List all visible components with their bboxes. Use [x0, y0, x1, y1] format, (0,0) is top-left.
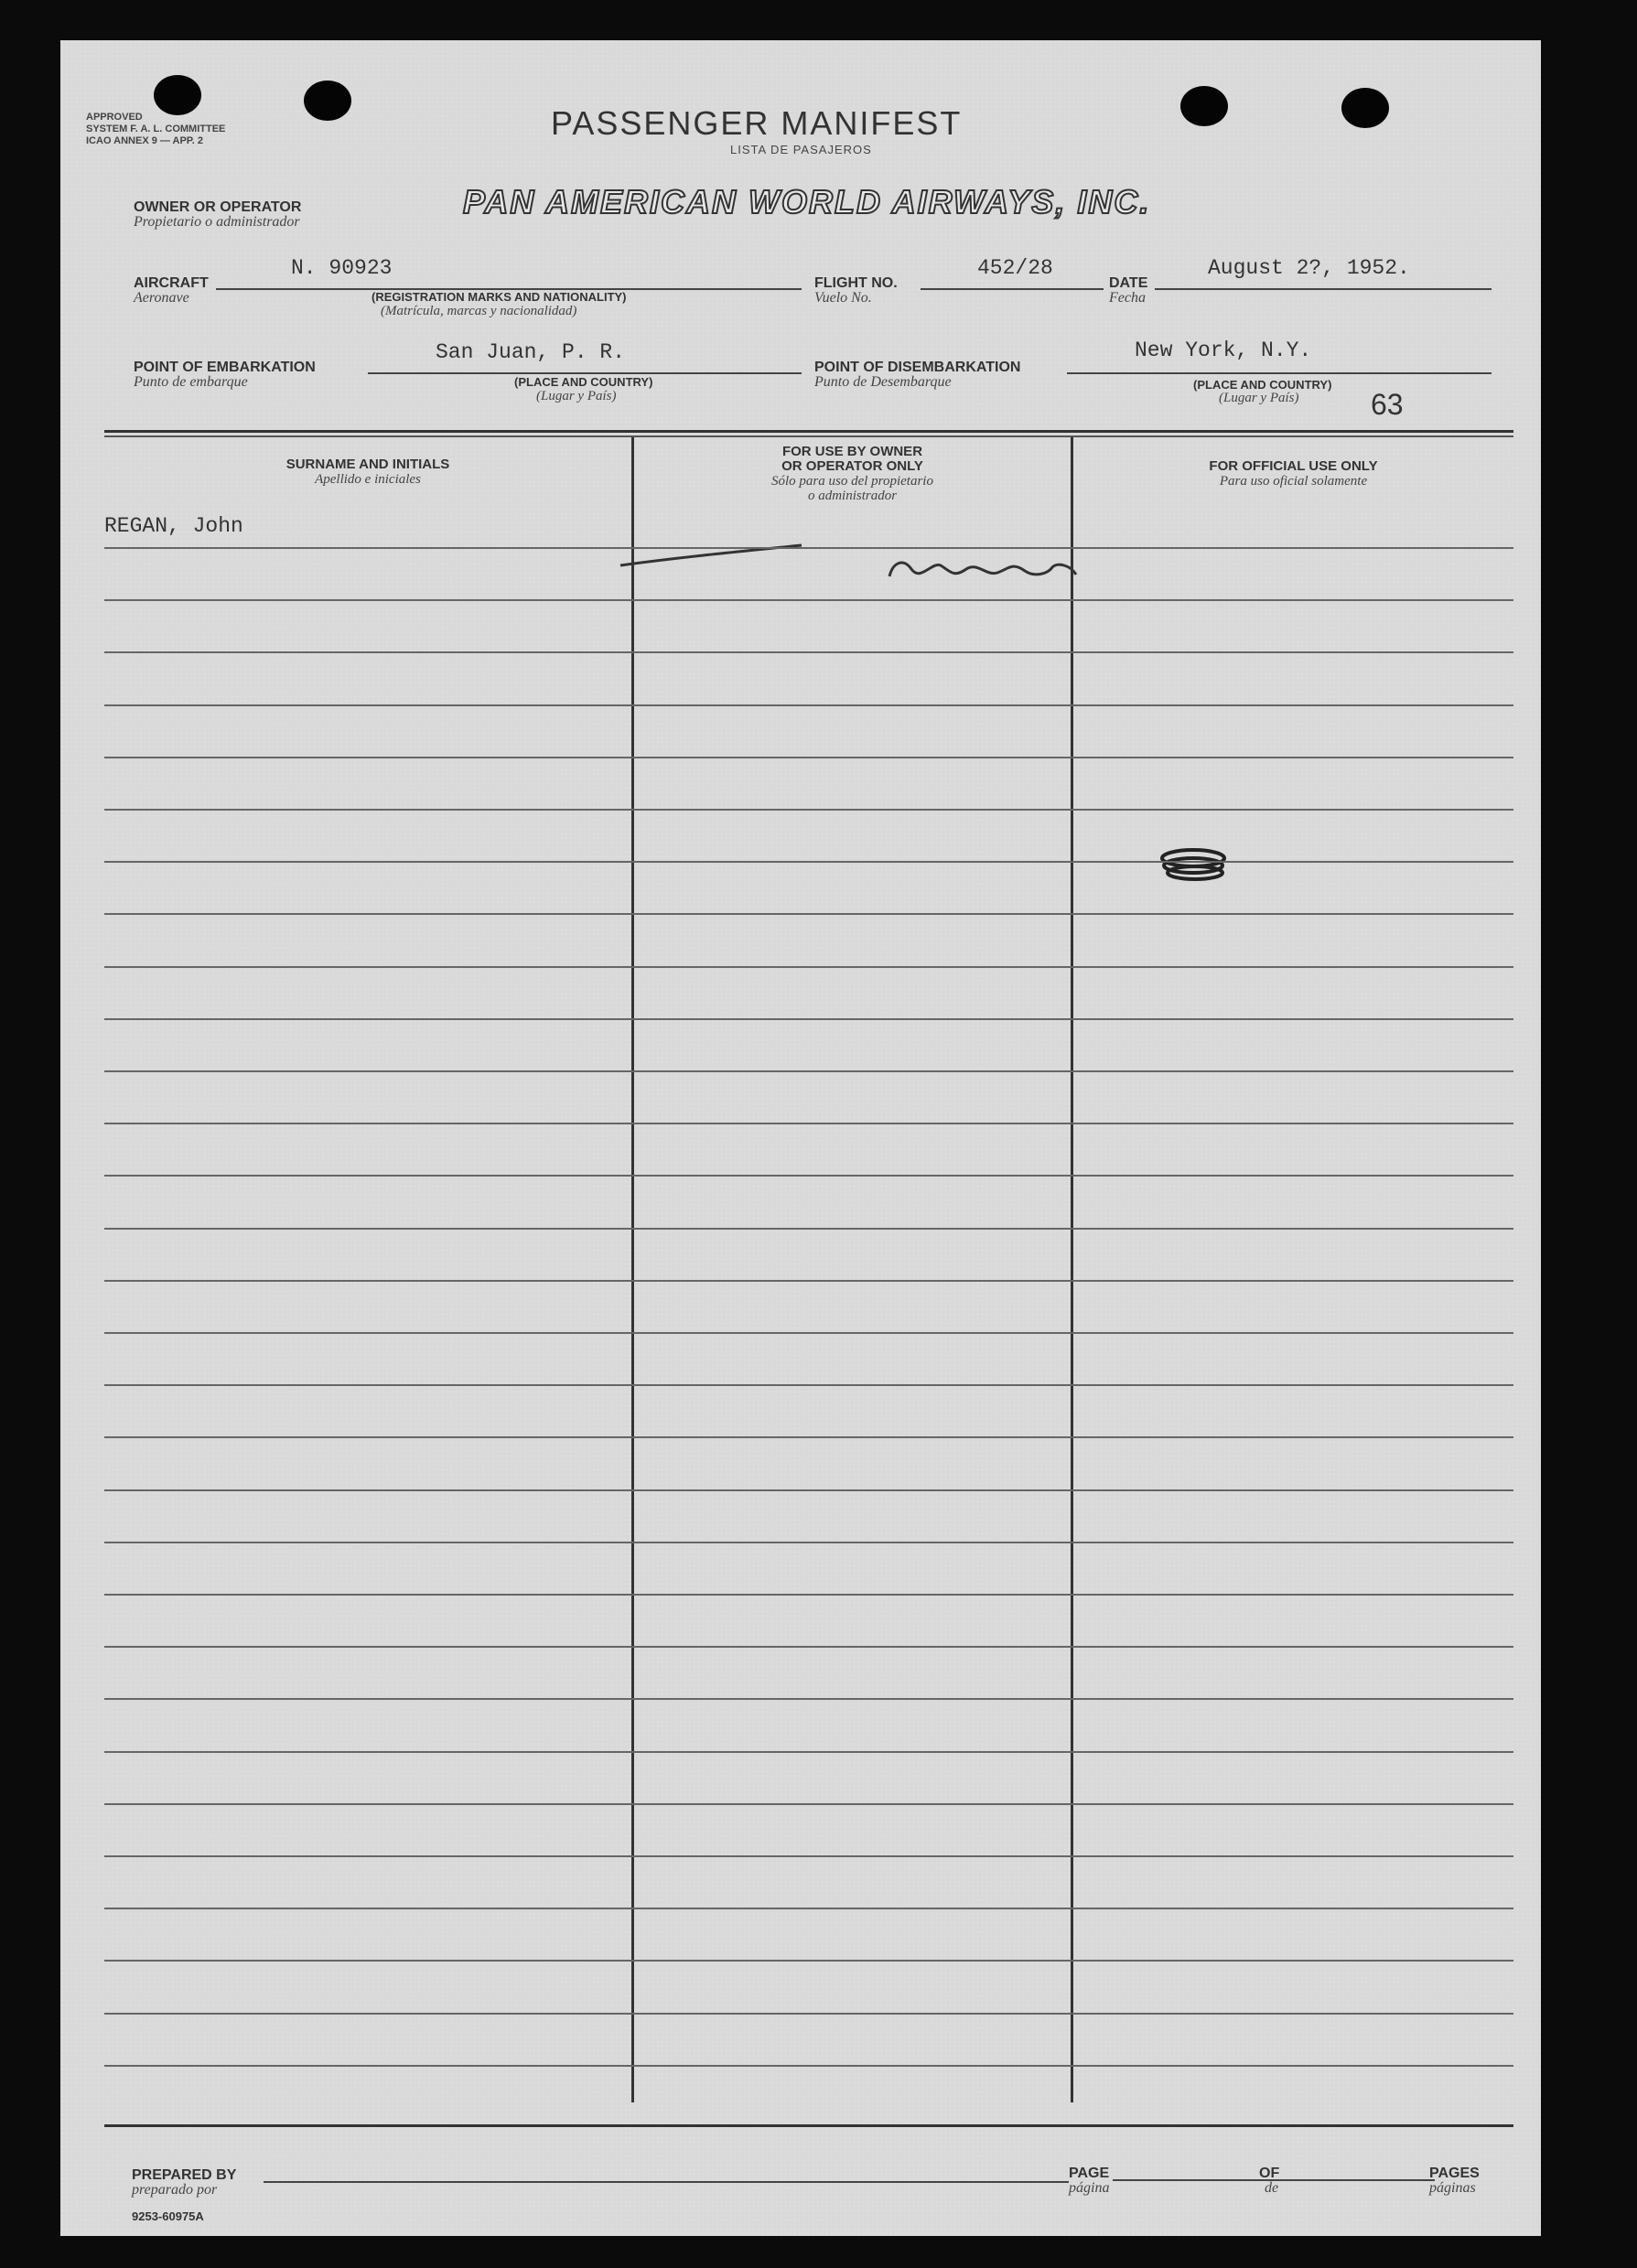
date-value: August 2?, 1952.: [1208, 256, 1410, 280]
col-owner-title-es: o administrador: [807, 489, 898, 503]
row-rule: [104, 1646, 1513, 1648]
embarkation-underline: [368, 372, 802, 374]
row-rule: [104, 547, 1513, 549]
row-rule: [104, 1175, 1513, 1177]
page-label-es: página: [1069, 2180, 1110, 2196]
approval-line: SYSTEM F. A. L. COMMITTEE: [86, 124, 226, 134]
row-rule: [104, 757, 1513, 758]
page-label: PAGE: [1069, 2166, 1110, 2181]
disembarkation-value: New York, N.Y.: [1135, 339, 1312, 362]
embarkation-note: (PLACE AND COUNTRY): [514, 375, 653, 389]
col-owner-title: OR OPERATOR ONLY: [781, 458, 923, 474]
col-surname-title-es: Apellido e iniciales: [315, 472, 421, 487]
col-official-title-es: Para uso oficial solamente: [1219, 474, 1368, 489]
row-rule: [104, 1384, 1513, 1386]
handwritten-scribble: [1157, 842, 1230, 887]
row-rule: [104, 1332, 1513, 1334]
table-top-rule: [104, 430, 1513, 433]
row-rule: [104, 704, 1513, 706]
manifest-sheet: [60, 40, 1541, 2236]
col-official-title: FOR OFFICIAL USE ONLY: [1209, 458, 1378, 474]
form-number: 9253-60975A: [132, 2209, 204, 2223]
row-rule: [104, 2065, 1513, 2067]
flight-underline: [921, 288, 1104, 290]
row-rule: [104, 1803, 1513, 1805]
row-rule: [104, 1594, 1513, 1596]
punch-hole: [1180, 86, 1228, 126]
approval-line: ICAO ANNEX 9 — APP. 2: [86, 135, 203, 146]
row-rule: [104, 1960, 1513, 1962]
disembarkation-label-es: Punto de Desembarque: [814, 374, 952, 390]
row-rule: [104, 1855, 1513, 1857]
row-rule: [104, 651, 1513, 653]
flight-label-es: Vuelo No.: [814, 290, 872, 306]
punch-hole: [304, 81, 351, 121]
date-label-es: Fecha: [1109, 290, 1146, 306]
flight-label: FLIGHT NO.: [814, 275, 898, 291]
row-rule: [104, 1542, 1513, 1543]
row-rule: [104, 1123, 1513, 1124]
row-rule: [104, 1070, 1513, 1072]
punch-hole: [1341, 88, 1389, 128]
row-rule: [104, 966, 1513, 968]
row-rule: [104, 1280, 1513, 1282]
row-rule: [104, 809, 1513, 811]
owner-label-es: Propietario o administrador: [134, 214, 300, 230]
col-owner-title-es: Sólo para uso del propietario: [771, 474, 933, 489]
disembarkation-label: POINT OF DISEMBARKATION: [814, 360, 1021, 375]
disembarkation-note: (PLACE AND COUNTRY): [1193, 378, 1332, 392]
flight-value: 452/28: [977, 256, 1053, 280]
of-label-es: de: [1265, 2180, 1279, 2196]
col-owner-header: [634, 445, 1071, 503]
embarkation-label: POINT OF EMBARKATION: [134, 360, 316, 375]
pages-label: PAGES: [1429, 2166, 1480, 2181]
operator-name: PAN AMERICAN WORLD AIRWAYS, INC.: [463, 183, 1151, 220]
owner-label: OWNER OR OPERATOR: [134, 199, 302, 215]
row-rule: [104, 1436, 1513, 1438]
col-owner-title: FOR USE BY OWNER: [781, 444, 923, 459]
of-label: OF: [1259, 2166, 1280, 2181]
punch-hole: [154, 75, 201, 115]
embarkation-note-es: (Lugar y País): [536, 389, 617, 403]
prepared-by-label-es: preparado por: [132, 2182, 218, 2198]
pages-label-es: páginas: [1429, 2180, 1476, 2196]
embarkation-value: San Juan, P. R.: [436, 340, 626, 364]
passenger-surname: REGAN, John: [104, 514, 243, 538]
of-underline: [1287, 2179, 1435, 2181]
col-surname-title: SURNAME AND INITIALS: [285, 457, 450, 472]
prepared-by-underline: [264, 2181, 1069, 2183]
row-rule: [104, 1698, 1513, 1700]
prepared-by-label: PREPARED BY: [132, 2167, 237, 2183]
handwritten-mark: [619, 525, 1168, 598]
aircraft-label: AIRCRAFT: [134, 275, 209, 291]
column-divider: [1071, 437, 1073, 2102]
form-title: PASSENGER MANIFEST: [551, 104, 963, 142]
disembarkation-underline: [1067, 372, 1492, 374]
aircraft-note-es: (Matrícula, marcas y nacionalidad): [381, 304, 577, 318]
row-rule: [104, 1751, 1513, 1753]
page-number: 63: [1371, 388, 1404, 421]
row-rule: [104, 861, 1513, 863]
table-bottom-rule: [104, 2124, 1513, 2127]
table-top-rule: [104, 435, 1513, 437]
date-label: DATE: [1109, 275, 1148, 291]
row-rule: [104, 913, 1513, 915]
approval-note: [86, 112, 225, 147]
aircraft-label-es: Aeronave: [134, 290, 189, 306]
aircraft-note: (REGISTRATION MARKS AND NATIONALITY): [372, 290, 627, 304]
row-rule: [104, 1228, 1513, 1230]
disembarkation-note-es: (Lugar y País): [1219, 391, 1299, 405]
row-rule: [104, 1018, 1513, 1020]
col-official-header: [1073, 459, 1513, 489]
column-divider: [631, 437, 634, 2102]
form-subtitle: LISTA DE PASAJEROS: [730, 143, 872, 156]
approval-line: APPROVED: [86, 112, 143, 123]
aircraft-value: N. 90923: [291, 256, 393, 280]
date-underline: [1155, 288, 1492, 290]
row-rule: [104, 2013, 1513, 2015]
row-rule: [104, 1908, 1513, 1909]
col-surname-header: [104, 457, 631, 487]
row-rule: [104, 1489, 1513, 1491]
embarkation-label-es: Punto de embarque: [134, 374, 248, 390]
row-rule: [104, 599, 1513, 601]
